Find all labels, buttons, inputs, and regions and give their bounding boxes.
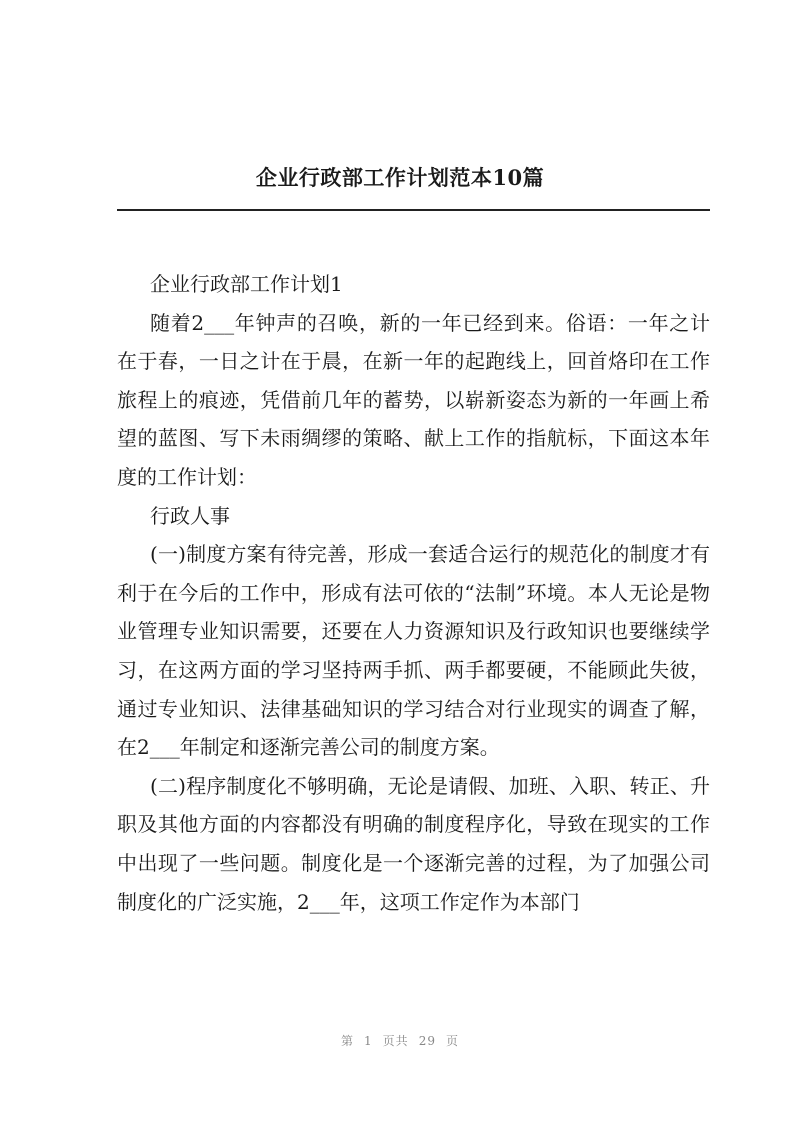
- paragraph-item-2: (二)程序制度化不够明确，无论是请假、加班、入职、转正、升职及其他方面的内容都没有明确的制度程序化，导致在现实的工作中出现了一些问题。制度化是一个逐渐完善的过程，为了加强公司制度化的广泛实施，2___年，这项工作定作为本部门: [117, 773, 710, 914]
- document-title: 企业行政部工作计划范本10篇: [255, 165, 545, 190]
- footer-middle: 页共: [382, 1034, 409, 1048]
- document-body: [117, 265, 710, 921]
- title-divider: [117, 209, 710, 211]
- current-page-number: 1: [364, 1034, 373, 1048]
- section-heading: 企业行政部工作计划1: [150, 272, 343, 296]
- total-pages-number: 29: [418, 1034, 436, 1048]
- page-footer: [0, 1032, 800, 1050]
- footer-suffix: 页: [445, 1034, 459, 1048]
- footer-prefix: 第: [341, 1034, 355, 1048]
- paragraph-item-1: (一)制度方案有待完善，形成一套适合运行的规范化的制度才有利于在今后的工作中，形成有法可依的“法制”环境。本人无论是物业管理专业知识需要，还要在人力资源知识及行政知识也要继续学习，在这两方面的学习坚持两手抓、两手都要硬，不能顾此失彼，通过专业知识、法律基础知识的学习结合对行业现实的调查了解，在2___年制定和逐渐完善公司的制度方案。: [117, 542, 710, 760]
- paragraph-intro: 随着2___年钟声的召唤，新的一年已经到来。俗语：一年之计在于春，一日之计在于晨，在新一年的起跑线上，回首烙印在工作旅程上的痕迹，凭借前几年的蓄势，以崭新姿态为新的一年画上希望的蓝图、写下未雨绸缪的策略、献上工作的指航标，下面这本年度的工作计划：: [117, 310, 710, 489]
- section-subheading: 行政人事: [150, 503, 230, 528]
